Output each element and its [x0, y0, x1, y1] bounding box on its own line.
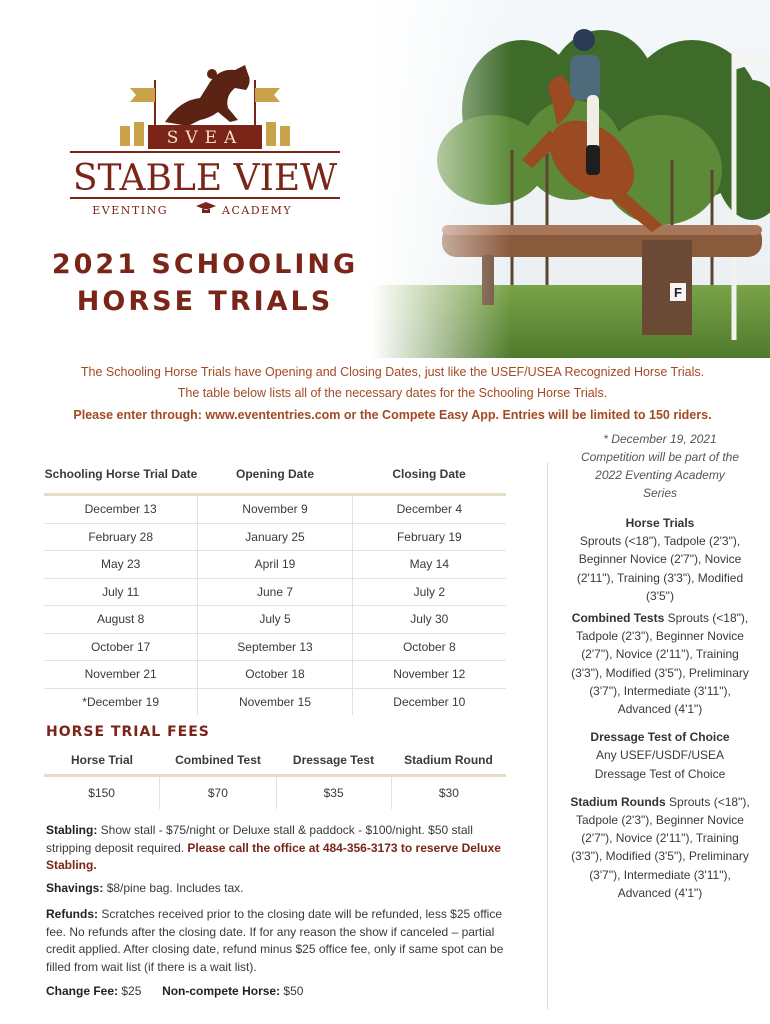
table-row [44, 579, 506, 607]
closing-date-cell: February 19 [396, 529, 462, 544]
trial-date-cell: August 8 [44, 606, 198, 633]
closing-date-cell: December 4 [396, 502, 462, 517]
horse-trials-section [560, 514, 760, 605]
fees-table-header [44, 746, 506, 777]
trial-date-cell: May 23 [44, 551, 198, 578]
change-fee-value: $25 [118, 984, 142, 998]
change-fee-label: Change Fee: [46, 984, 119, 998]
trial-date-cell: November 21 [44, 661, 198, 688]
dates-table-header [44, 455, 506, 496]
sidebar-note: * December 19, 2021 Competition will be part of the 2022 Eventing Academy Series [580, 432, 740, 500]
stabling-text: Show stall - $75/night or Deluxe stall & paddock - $100/night. $50 stall stripping deposit required. [46, 823, 473, 855]
table-row [44, 524, 506, 552]
dressage-section [560, 728, 760, 783]
opening-date-cell: April 19 [198, 551, 352, 578]
header-opening-date: Opening Date [235, 466, 314, 481]
stabling-label: Stabling: [46, 823, 98, 837]
refunds-info [46, 906, 521, 976]
logo-eventing-text: EVENTING [92, 204, 168, 217]
table-row [44, 606, 506, 634]
closing-date-cell: July 2 [413, 584, 445, 599]
dates-table [44, 455, 506, 715]
trial-date-cell: October 17 [44, 634, 198, 661]
dressage-heading: Dressage Test of Choice [590, 730, 730, 745]
logo-svea-text: SVEA [166, 128, 244, 148]
noncompete-label: Non-compete Horse: [162, 984, 281, 998]
closing-date-cell: October 8 [402, 639, 456, 654]
header-horse-trial: Horse Trial [70, 753, 134, 767]
header-dressage-test: Dressage Test [292, 753, 375, 767]
combined-tests-text: Sprouts (<18"), Tadpole (2'3"), Beginner Novice (2'7"), Novice (2'11"), Training (3'3"), Modified (3'5"), Preliminary (3'7"), Intermediate (3'11"), Advanced (4'1") [571, 611, 749, 717]
opening-date-cell: January 25 [198, 524, 352, 551]
noncompete-value: $50 [280, 984, 304, 998]
page-title [40, 246, 370, 320]
opening-date-cell: June 7 [198, 579, 352, 606]
fee-horse-trial: $150 [44, 777, 160, 809]
refunds-text: Scratches received prior to the closing date will be refunded, less $25 office fee. No refunds after the closing date. If for any reason the show if canceled – partial credit applied. After closing date, refund minus $25 office fee, only if same spot can be filled from wait list (if there is a wait list). [46, 907, 504, 974]
opening-date-cell: November 9 [198, 496, 352, 523]
closing-date-cell: May 14 [409, 557, 449, 572]
header-combined-test: Combined Test [175, 753, 261, 767]
stabling-info [46, 822, 521, 875]
header-stadium-round: Stadium Round [404, 753, 493, 767]
svea-logo [60, 60, 350, 220]
fee-combined-test: $70 [160, 777, 276, 809]
opening-date-cell: October 18 [198, 661, 352, 688]
dressage-text: Any USEF/USDF/USEA Dressage Test of Choice [594, 748, 726, 781]
fees-row [44, 777, 506, 809]
fee-stadium-round: $30 [438, 786, 459, 800]
sidebar-divider [547, 462, 548, 1010]
trial-date-cell: *December 19 [44, 689, 198, 716]
closing-date-cell: November 12 [393, 667, 466, 682]
table-row [44, 689, 506, 716]
combined-tests-heading: Combined Tests [571, 611, 665, 626]
stable-view-logo-graphic [60, 60, 350, 220]
horse-jump-photo [372, 0, 770, 358]
table-row [44, 634, 506, 662]
fee-dressage-test: $35 [277, 777, 392, 809]
stadium-rounds-heading: Stadium Rounds [570, 794, 666, 809]
horse-trials-heading: Horse Trials [625, 516, 695, 530]
fees-table [44, 746, 506, 809]
table-row [44, 496, 506, 524]
trial-date-cell: February 28 [44, 524, 198, 551]
intro-text: The Schooling Horse Trials have Opening and Closing Dates, just like the USEF/USEA Recognized Horse Trials. The table below lists all of the necessary dates for the Schooling Horse Trials. [80, 365, 705, 400]
stadium-rounds-text: Sprouts (<18"), Tadpole (2'3"), Beginner Novice (2'7"), Novice (2'11"), Training (3'3"), Modified (3'5"), Preliminary (3'7"), Intermediate (3'11"), Advanced (4'1") [571, 794, 750, 900]
stadium-rounds-section [560, 793, 760, 902]
logo-academy-text: ACADEMY [222, 204, 293, 217]
trial-date-cell: December 13 [44, 496, 198, 523]
entry-notice: Please enter through: www.evententries.com or the Compete Easy App. Entries will be limited to 150 riders. [73, 408, 712, 422]
stabling-call-text: Please call the office at 484-356-3173 to reserve Deluxe Stabling. [46, 840, 501, 872]
closing-date-cell: December 10 [393, 694, 466, 709]
refunds-label: Refunds: [46, 907, 98, 921]
logo-stable-view-text: STABLE VIEW [72, 158, 338, 199]
change-fee-info [46, 983, 521, 1001]
table-row [44, 551, 506, 579]
title-line-2: HORSE TRIALS [76, 286, 334, 317]
title-line-1: 2021 SCHOOLING [51, 249, 359, 280]
header-trial-date: Schooling Horse Trial Date [44, 466, 198, 481]
trial-date-cell: July 11 [44, 579, 198, 606]
opening-date-cell: July 5 [198, 606, 352, 633]
shavings-label: Shavings: [46, 881, 104, 895]
fees-heading: HORSE TRIAL FEES [46, 724, 210, 740]
shavings-text: $8/pine bag. Includes tax. [103, 881, 244, 895]
closing-date-cell: July 30 [410, 612, 449, 627]
horse-trials-text: Sprouts (<18"), Tadpole (2'3"), Beginner Novice (2'7"), Novice (2'11"), Training (3'3"), Modified (3'5") [576, 534, 744, 603]
opening-date-cell: November 15 [198, 689, 352, 716]
sidebar [560, 430, 760, 902]
header-closing-date: Closing Date [392, 466, 466, 481]
hero-photo [372, 0, 770, 358]
combined-tests-section [560, 609, 760, 718]
shavings-info [46, 880, 521, 898]
opening-date-cell: September 13 [198, 634, 352, 661]
table-row [44, 661, 506, 689]
